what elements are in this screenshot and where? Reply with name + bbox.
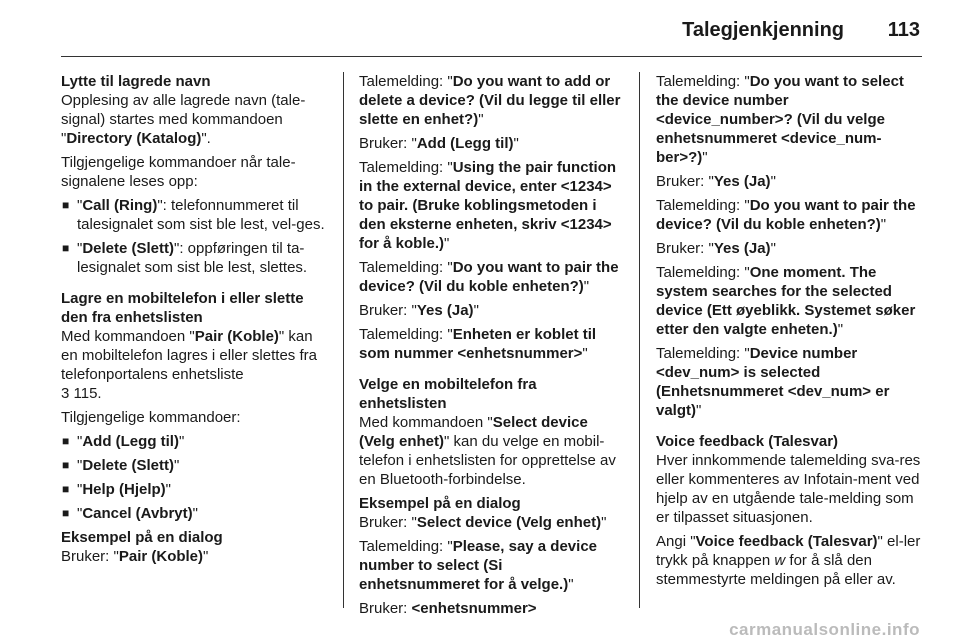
list-item: ■ "Delete (Slett)" [61,456,329,475]
list-item: ■ "Help (Hjelp)" [61,480,329,499]
paragraph: Talemelding: "Using the pair function in the external device, enter <1234> to pair. (Bruke koblingsmetoden i den eksterne enheten, skriv <1234> for å koble.)" [359,159,617,252]
paragraph: Angi "Voice feedback (Talesvar)" el-ler trykk på knappen w for å slå den stemmestyrte meldingen på eller av. [656,533,921,588]
section-heading: Voice feedback (Talesvar) [656,433,839,450]
page-reference-link[interactable]: 3 115. [61,385,102,402]
paragraph: Opplesing av alle lagrede navn (tale-signal) startes med kommandoen "Directory (Katalog)". [61,92,306,147]
list-item: ■ "Add (Legg til)" [61,432,329,451]
paragraph: Talemelding: "Do you want to pair the device? (Vil du koble enheten?)" [359,259,619,295]
section-heading: Eksempel på en dialog [359,495,521,512]
paragraph: Tilgjengelige kommandoer: [61,409,241,426]
column-divider [639,72,640,608]
page-title: Talegjenkjenning [682,19,844,41]
list-item: ■ "Call (Ring)": telefonnummeret til talesignalet som sist ble lest, vel-ges. [61,196,329,234]
column-divider [343,72,344,608]
paragraph: Bruker: "Add (Legg til)" [359,135,519,152]
paragraph: Talemelding: "Do you want to add or delete a device? (Vil du legge til eller slette en enhet?)" [359,73,621,128]
column-2 [359,72,626,623]
page-header [0,0,960,56]
paragraph: Med kommandoen "Select device (Velg enhet)" kan du velge en mobil-telefon i enhetslisten for opprettelse av en Bluetooth-forbindelse. [359,414,616,488]
paragraph: Tilgjengelige kommandoer når tale-signalene leses opp: [61,154,296,190]
paragraph: Talemelding: "Enheten er koblet til som nummer <enhetsnummer>" [359,326,597,362]
paragraph: Bruker: "Pair (Koble)" [61,548,209,565]
paragraph: Talemelding: "Do you want to select the device number <device_number>? (Vil du velge enhetsnummeret <device_num-ber>?)" [656,73,904,166]
voice-button-icon: w [774,552,786,569]
section-heading: Eksempel på en dialog [61,529,223,546]
watermark: carmanualsonline.info [729,620,920,639]
section-heading: Lagre en mobiltelefon i eller slette den fra enhetslisten [61,290,304,326]
paragraph: Talemelding: "Do you want to pair the device? (Vil du koble enheten?)" [656,197,916,233]
list-item: ■ "Cancel (Avbryt)" [61,504,329,523]
paragraph: Hver innkommende talemelding sva-res eller kommenteres av Infotain-ment ved hjelp av en utgående tale-melding som er tilpasset situasjonen. [656,452,921,526]
header-divider [61,56,922,57]
paragraph: Med kommandoen "Pair (Koble)" kan en mobiltelefon lagres i eller slettes fra telefonportalens enhetsliste [61,328,317,383]
paragraph: Bruker: "Select device (Velg enhet)" [359,514,607,531]
page-number: 113 [887,19,920,41]
paragraph: Bruker: "Yes (Ja)" [359,302,479,319]
paragraph: Talemelding: "One moment. The system searches for the selected device (Ett øyeblikk. Systemet søker etter den valgte enheten.)" [656,264,916,338]
column-1 [61,72,329,571]
paragraph: Bruker: "Yes (Ja)" [656,240,776,257]
section-heading: Velge en mobiltelefon fra enhetslisten [359,376,537,412]
paragraph: Talemelding: "Device number <dev_num> is selected (Enhetsnummeret <dev_num> er valgt)" [656,345,890,419]
paragraph: Bruker: <enhetsnummer> [359,600,537,617]
column-3 [656,72,922,594]
section-heading: Lytte til lagrede navn [61,73,211,90]
paragraph: Talemelding: "Please, say a device number to select (Si enhetsnummeret for å velge.)" [359,538,597,593]
list-item: ■ "Delete (Slett)": oppføringen til ta-lesignalet som sist ble lest, slettes. [61,239,329,277]
paragraph: Bruker: "Yes (Ja)" [656,173,776,190]
